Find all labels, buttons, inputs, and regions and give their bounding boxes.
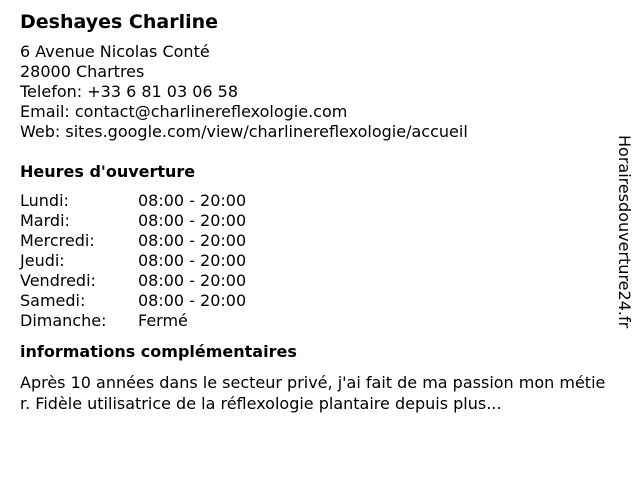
time-value: 08:00 - 20:00 [138, 231, 247, 250]
hours-row [20, 271, 610, 291]
day-label: Mercredi: [20, 231, 95, 250]
business-name: Deshayes Charline [20, 11, 219, 33]
phone-line: Telefon: +33 6 81 03 06 58 [20, 82, 239, 101]
time-value: Fermé [138, 311, 188, 330]
hours-row [20, 191, 610, 211]
day-label: Samedi: [20, 291, 86, 310]
time-value: 08:00 - 20:00 [138, 291, 247, 310]
address-city: 28000 Chartres [20, 62, 145, 81]
hours-row [20, 231, 610, 251]
day-label: Dimanche: [20, 311, 107, 330]
hours-row [20, 211, 610, 231]
day-label: Vendredi: [20, 271, 96, 290]
time-value: 08:00 - 20:00 [138, 271, 247, 290]
hours-row [20, 311, 610, 331]
email-line: Email: contact@charlinereflexologie.com [20, 102, 348, 121]
time-value: 08:00 - 20:00 [138, 251, 247, 270]
time-value: 08:00 - 20:00 [138, 211, 247, 230]
day-label: Mardi: [20, 211, 70, 230]
hours-heading: Heures d'ouverture [20, 162, 196, 181]
info-description: Après 10 années dans le secteur privé, j'ai fait de ma passion mon métier. Fidèle utilisatrice de la réflexologie plantaire depuis plus... [20, 373, 606, 413]
business-card [20, 10, 610, 414]
site-watermark: Horairesdouverture24.fr [615, 135, 634, 329]
day-label: Jeudi: [20, 251, 65, 270]
address-street: 6 Avenue Nicolas Conté [20, 42, 210, 61]
time-value: 08:00 - 20:00 [138, 191, 247, 210]
web-line: Web: sites.google.com/view/charlinereflexologie/accueil [20, 122, 468, 141]
hours-row [20, 251, 610, 271]
hours-row [20, 291, 610, 311]
info-heading: informations complémentaires [20, 342, 297, 361]
day-label: Lundi: [20, 191, 69, 210]
